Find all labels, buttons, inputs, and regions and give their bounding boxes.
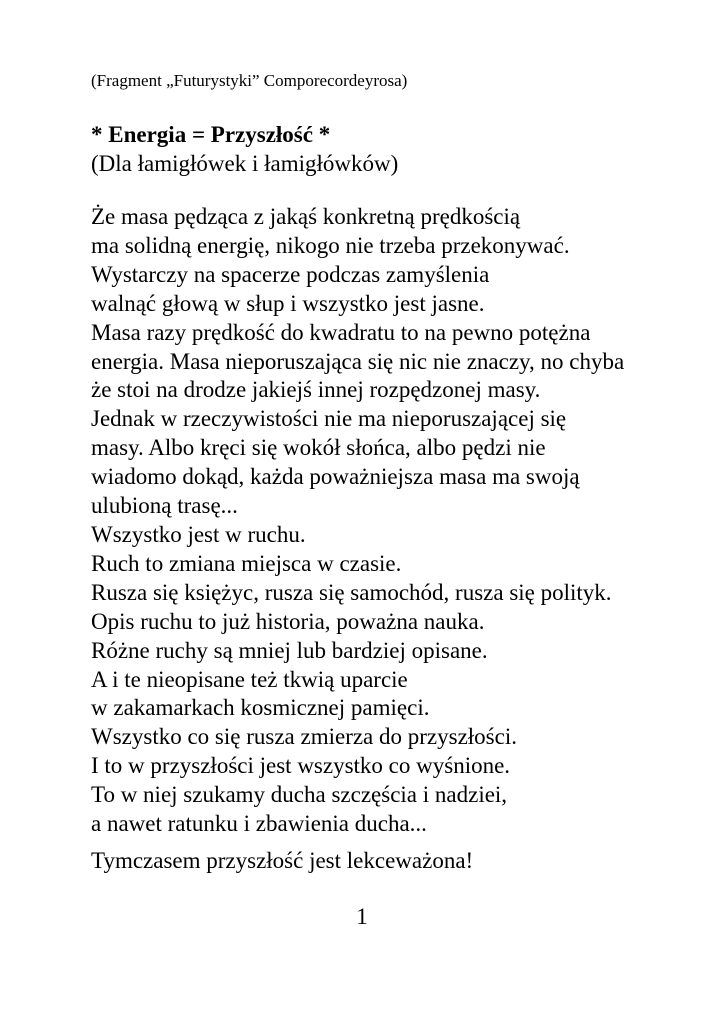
poem-line: I to w przyszłości jest wszystko co wyśnione. bbox=[91, 753, 511, 779]
page-number: 1 bbox=[356, 904, 368, 929]
poem-subtitle: (Dla łamigłówek i łamigłówków) bbox=[91, 151, 399, 176]
poem-line: Różne ruchy są mniej lub bardziej opisane. bbox=[91, 637, 488, 663]
poem-line: a nawet ratunku i zbawienia ducha... bbox=[91, 811, 427, 837]
poem-line: Opis ruchu to już historia, poważna nauka. bbox=[91, 608, 485, 634]
poem-line: To w niej szukamy ducha szczęścia i nadziei, bbox=[91, 782, 508, 808]
poem-line: walnąć głową w słup i wszystko jest jasne. bbox=[91, 290, 485, 316]
poem-body bbox=[91, 203, 711, 839]
poem-line: wiadomo dokąd, każda poważniejsza masa ma swoją bbox=[91, 464, 580, 490]
poem-line: ulubioną trasę... bbox=[91, 493, 238, 519]
poem-line: Jednak w rzeczywistości nie ma nieporuszającej się bbox=[91, 406, 567, 432]
poem-line: energia. Masa nieporuszająca się nic nie znaczy, no chyba bbox=[91, 348, 625, 374]
fragment-header: (Fragment „Futurystyki” Comporecordeyrosa) bbox=[91, 71, 408, 90]
poem-line: że stoi na drodze jakiejś innej rozpędzonej masy. bbox=[91, 377, 541, 403]
poem-line: A i te nieopisane też tkwią uparcie bbox=[91, 666, 408, 692]
poem-line: Że masa pędząca z jakąś konkretną prędkością bbox=[91, 204, 521, 229]
poem-line: Ruch to zmiana miejsca w czasie. bbox=[91, 550, 402, 576]
poem-line: ma solidną energię, nikogo nie trzeba przekonywać. bbox=[91, 232, 570, 258]
closing-line: Tymczasem przyszłość jest lekceważona! bbox=[91, 848, 474, 873]
poem-line: Rusza się księżyc, rusza się samochód, rusza się polityk. bbox=[91, 579, 612, 605]
poem-title: * Energia = Przyszłość * bbox=[91, 122, 331, 147]
poem-line: Wszystko jest w ruchu. bbox=[91, 521, 306, 547]
poem-line: masy. Albo kręci się wokół słońca, albo pędzi nie bbox=[91, 435, 546, 461]
poem-line: w zakamarkach kosmicznej pamięci. bbox=[91, 695, 430, 721]
poem-line: Wystarczy na spacerze podczas zamyślenia bbox=[91, 261, 490, 287]
poem-line: Wszystko co się rusza zmierza do przyszłości. bbox=[91, 724, 517, 750]
poem-line: Masa razy prędkość do kwadratu to na pewno potężna bbox=[91, 319, 591, 345]
